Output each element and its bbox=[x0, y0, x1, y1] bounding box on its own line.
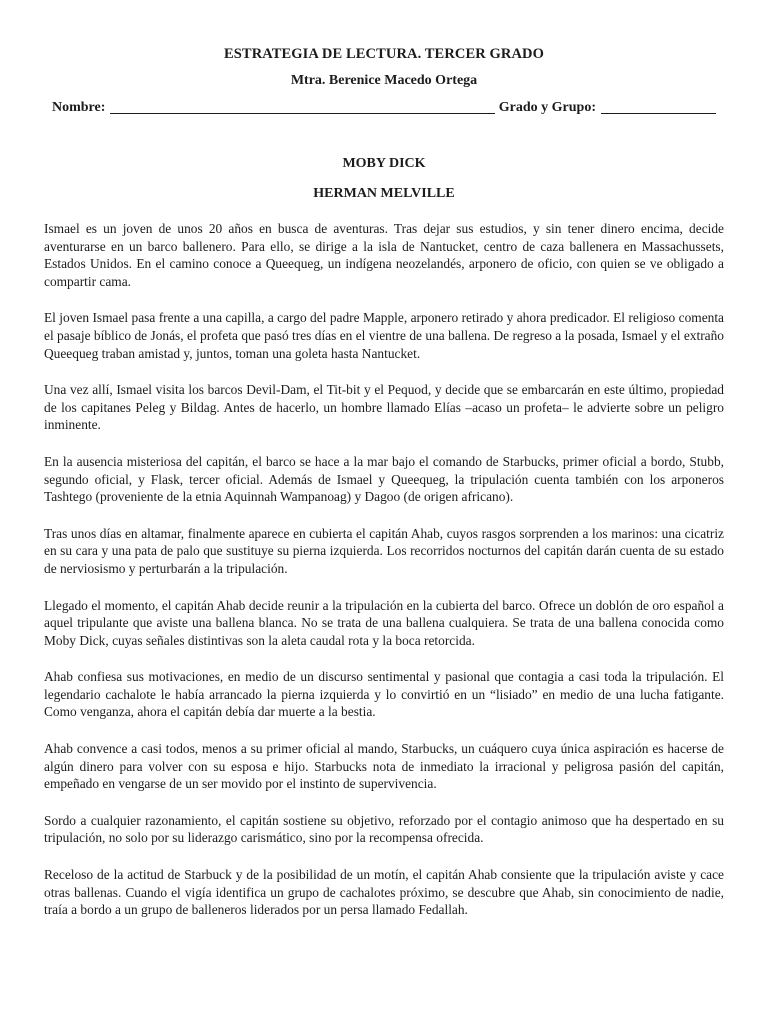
paragraph: En la ausencia misteriosa del capitán, el barco se hace a la mar bajo el comando de Starbucks, primer oficial a bordo, Stubb, segundo oficial, y Flask, tercer oficial. Además de Ismael y Queequeg, la tripulación cuenta también con los arponeros Tashtego (proveniente de la etnia Aquinnah Wampanoag) y Dagoo (de origen africano). bbox=[44, 453, 724, 505]
paragraph: Ahab confiesa sus motivaciones, en medio de un discurso sentimental y pasional que contagia a casi toda la tripulación. El legendario cachalote le había arrancado la pierna izquierda y lo convirtió en un “lisiado” en medio de una lucha fatigante. Como venganza, ahora el capitán debía dar muerte a la bestia. bbox=[44, 669, 724, 720]
grade-group-label: Grado y Grupo: bbox=[498, 100, 596, 115]
grade-group-blank-field[interactable] bbox=[601, 101, 716, 114]
name-blank-field[interactable] bbox=[110, 101, 494, 114]
paragraph: Llegado el momento, el capitán Ahab decide reunir a la tripulación en la cubierta del barco. Ofrece un doblón de oro español a aquel tripulante que aviste una ballena blanca. No se trata de una ballena cualquiera. Se trata de una ballena conocida como Moby Dick, cuyas señales distintivas son la aleta caudal rota y la boca retorcida. bbox=[44, 597, 724, 648]
paragraph: El joven Ismael pasa frente a una capilla, a cargo del padre Mapple, arponero retirado y ahora predicador. El religioso comenta el pasaje bíblico de Jonás, el profeta que pasó tres días en el vientre de una ballena. De regreso a la posada, Ismael y el extraño Queequeg traban amistad y, juntos, toman una goleta hasta Nantucket. bbox=[44, 310, 724, 361]
paragraph: Receloso de la actitud de Starbuck y de la posibilidad de un motín, el capitán Ahab consiente que la tripulación aviste y cace otras ballenas. Cuando el vigía identifica un grupo de cachalotes próximo, se descubre que Ahab, sin conocimiento de nadie, traía a bordo a un grupo de balleneros liderados por un persa llamado Fedallah. bbox=[44, 867, 724, 918]
paragraph: Ahab convence a casi todos, menos a su primer oficial al mando, Starbucks, un cuáquero cuya única aspiración es hacerse de algún dinero para volver con su esposa e hijo. Starbucks nota de inmediato la irracional y peligrosa pasión del capitán, empeñado en vengarse de un ser movido por el instinto de supervivencia. bbox=[44, 741, 724, 792]
reading-text bbox=[44, 220, 724, 919]
paragraph: Tras unos días en altamar, finalmente aparece en cubierta el capitán Ahab, cuyos rasgos sorprenden a los marinos: una cicatriz en su cara y una pata de palo que sustituye su pierna izquierda. Los recorridos nocturnos del capitán darán cuenta de su estado de nerviosismo y perturbarán a la tripulación. bbox=[44, 525, 724, 576]
paragraph: Sordo a cualquier razonamiento, el capitán sostiene su objetivo, reforzado por el contagio animoso que ha despertado en su tripulación, no solo por su liderazgo carismático, sino por la recompensa ofrecida. bbox=[44, 812, 724, 846]
book-author: HERMAN MELVILLE bbox=[313, 186, 455, 201]
paragraph: Una vez allí, Ismael visita los barcos Devil-Dam, el Tit-bit y el Pequod, y decide que se embarcarán en este último, propiedad de los capitanes Peleg y Bildag. Antes de hacerlo, un hombre llamado Elías –acaso un profeta– le advierte sobre un peligro inminente. bbox=[44, 382, 724, 433]
name-label: Nombre: bbox=[52, 100, 106, 115]
worksheet-title: ESTRATEGIA DE LECTURA. TERCER GRADO bbox=[223, 46, 544, 62]
book-title: MOBY DICK bbox=[342, 156, 426, 171]
teacher-name: Mtra. Berenice Macedo Ortega bbox=[290, 73, 478, 88]
student-info-line bbox=[52, 99, 716, 117]
paragraph: Ismael es un joven de unos 20 años en busca de aventuras. Tras dejar sus estudios, y sin tener dinero encima, decide aventurarse en un barco ballenero. Para ello, se dirige a la isla de Nantucket, centro de caza ballenera en Massachussets, Estados Unidos. En el camino conoce a Queequeg, un indígena neozelandés, arponero de oficio, con quien se ve obligado a compartir cama. bbox=[44, 221, 724, 289]
